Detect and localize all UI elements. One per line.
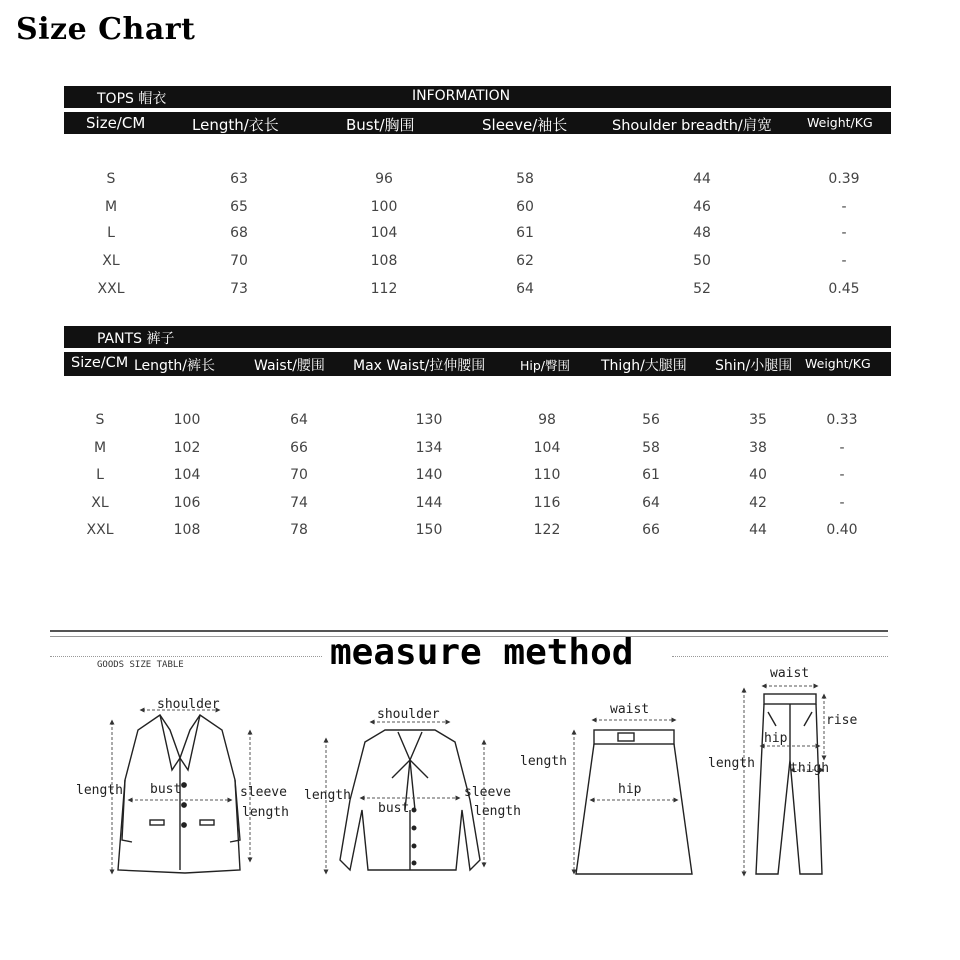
table-cell: 40 [749, 467, 767, 483]
table-cell: 104 [533, 440, 561, 456]
table-cell: - [839, 467, 845, 483]
table-cell: 52 [693, 281, 711, 297]
tops-header-length: Length/衣长 [192, 116, 279, 134]
table-cell: 35 [749, 412, 767, 428]
table-cell: 104 [370, 225, 398, 241]
pants-header-max-waist: Max Waist/拉伸腰围 [353, 358, 486, 374]
table-cell: 38 [749, 440, 767, 456]
jacket-sleeve-label: sleeve [240, 785, 287, 800]
table-row [0, 440, 960, 464]
pants-thigh-label: thigh [790, 761, 830, 776]
blouse-sleeve-label: sleeve [464, 785, 511, 800]
table-cell: 108 [370, 253, 398, 269]
table-cell: 58 [516, 171, 534, 187]
table-cell: 116 [533, 495, 561, 511]
pants-waist-label: waist [770, 666, 810, 681]
table-row [0, 225, 960, 249]
goods-size-table-label: GOODS SIZE TABLE [97, 660, 184, 670]
blouse-length-label: length [304, 788, 351, 803]
table-cell: 144 [415, 495, 443, 511]
table-cell: 64 [290, 412, 308, 428]
pants-section-bar [64, 326, 891, 348]
table-row [0, 412, 960, 436]
table-cell: 63 [230, 171, 248, 187]
table-cell: 58 [642, 440, 660, 456]
jacket-bust-label: bust [150, 782, 182, 797]
table-cell: 100 [173, 412, 201, 428]
table-cell: - [841, 225, 847, 241]
blouse-shoulder-label: shoulder [377, 707, 440, 722]
table-row [0, 281, 960, 305]
blouse-diagram [340, 730, 480, 870]
table-cell: 150 [415, 522, 443, 538]
table-cell: 130 [415, 412, 443, 428]
pants-header-thigh: Thigh/大腿围 [601, 358, 687, 374]
table-cell: - [839, 440, 845, 456]
table-cell: 140 [415, 467, 443, 483]
table-cell: 70 [230, 253, 248, 269]
table-cell: XXL [86, 522, 114, 538]
table-cell: 74 [290, 495, 308, 511]
jacket-shoulder-label: shoulder [157, 697, 220, 712]
table-cell: 46 [693, 199, 711, 215]
pants-header-bar [64, 352, 891, 376]
table-cell: S [106, 171, 116, 187]
table-row [0, 199, 960, 223]
table-cell: 122 [533, 522, 561, 538]
table-cell: 44 [693, 171, 711, 187]
information-label: INFORMATION [412, 88, 511, 104]
table-cell: - [841, 199, 847, 215]
table-cell: 100 [370, 199, 398, 215]
table-cell: 68 [230, 225, 248, 241]
blouse-bust-label: bust [378, 801, 410, 816]
tops-header-size: Size/CM [86, 114, 146, 132]
table-cell: 73 [230, 281, 248, 297]
table-cell: 0.40 [826, 522, 858, 538]
table-cell: 110 [533, 467, 561, 483]
pants-header-weight: Weight/KG [805, 356, 871, 371]
table-cell: 112 [370, 281, 398, 297]
table-cell: 60 [516, 199, 534, 215]
pants-header-shin: Shin/小腿围 [715, 358, 793, 374]
dotted-line [672, 656, 888, 657]
table-cell: 50 [693, 253, 711, 269]
table-cell: 62 [516, 253, 534, 269]
table-cell: 42 [749, 495, 767, 511]
table-cell: 56 [642, 412, 660, 428]
table-row [0, 253, 960, 277]
table-row [0, 495, 960, 519]
table-cell: 96 [375, 171, 393, 187]
page-title: Size Chart [16, 12, 196, 47]
tops-section-label: TOPS 帽衣 [97, 91, 167, 107]
table-cell: 66 [642, 522, 660, 538]
table-cell: L [96, 467, 104, 483]
tops-header-sleeve: Sleeve/袖长 [482, 116, 568, 134]
table-cell: M [93, 440, 107, 456]
pants-rise-label: rise [826, 713, 858, 728]
table-cell: 48 [693, 225, 711, 241]
table-cell: XL [102, 253, 120, 269]
table-cell: M [104, 199, 118, 215]
skirt-hip-label: hip [618, 782, 642, 797]
pants-header-hip: Hip/臀围 [520, 358, 571, 373]
pants-diagram [756, 694, 822, 874]
table-cell: 0.39 [828, 171, 860, 187]
table-cell: 64 [642, 495, 660, 511]
table-cell: 78 [290, 522, 308, 538]
table-row [0, 522, 960, 546]
table-cell: 98 [538, 412, 556, 428]
table-cell: 0.45 [828, 281, 860, 297]
skirt-length-label: length [520, 754, 567, 769]
table-cell: 102 [173, 440, 201, 456]
table-cell: 70 [290, 467, 308, 483]
table-cell: 61 [642, 467, 660, 483]
pants-section-label: PANTS 裤子 [97, 331, 175, 347]
table-cell: 108 [173, 522, 201, 538]
measurement-diagrams [0, 660, 960, 960]
tops-header-bar [64, 112, 891, 134]
tops-section-bar [64, 86, 891, 108]
table-cell: 106 [173, 495, 201, 511]
table-row [0, 467, 960, 491]
table-cell: S [95, 412, 105, 428]
skirt-diagram [576, 730, 692, 874]
table-cell: 61 [516, 225, 534, 241]
tops-header-weight: Weight/KG [807, 115, 873, 130]
table-cell: 65 [230, 199, 248, 215]
table-cell: XXL [97, 281, 125, 297]
table-cell: - [839, 495, 845, 511]
table-cell: 44 [749, 522, 767, 538]
pants-measure-lines [744, 686, 824, 874]
pants-header-size: Size/CM [71, 355, 129, 371]
table-cell: L [107, 225, 115, 241]
tops-header-shoulder: Shoulder breadth/肩宽 [612, 118, 772, 134]
blouse-sleeve-length-label: length [474, 804, 521, 819]
dotted-line [50, 656, 322, 657]
jacket-sleeve-length-label: length [242, 805, 289, 820]
measure-method-heading: measure method [330, 632, 634, 673]
table-cell: - [841, 253, 847, 269]
table-cell: 64 [516, 281, 534, 297]
pants-length-label: length [708, 756, 755, 771]
table-cell: 66 [290, 440, 308, 456]
table-cell: 134 [415, 440, 443, 456]
pants-header-waist: Waist/腰围 [254, 358, 325, 374]
table-cell: 104 [173, 467, 201, 483]
table-row [0, 171, 960, 195]
jacket-length-label: length [76, 783, 123, 798]
table-cell: 0.33 [826, 412, 858, 428]
table-cell: XL [91, 495, 109, 511]
pants-hip-label: hip [764, 731, 788, 746]
pants-header-length: Length/裤长 [134, 358, 216, 374]
tops-header-bust: Bust/胸围 [346, 116, 415, 134]
skirt-waist-label: waist [610, 702, 650, 717]
